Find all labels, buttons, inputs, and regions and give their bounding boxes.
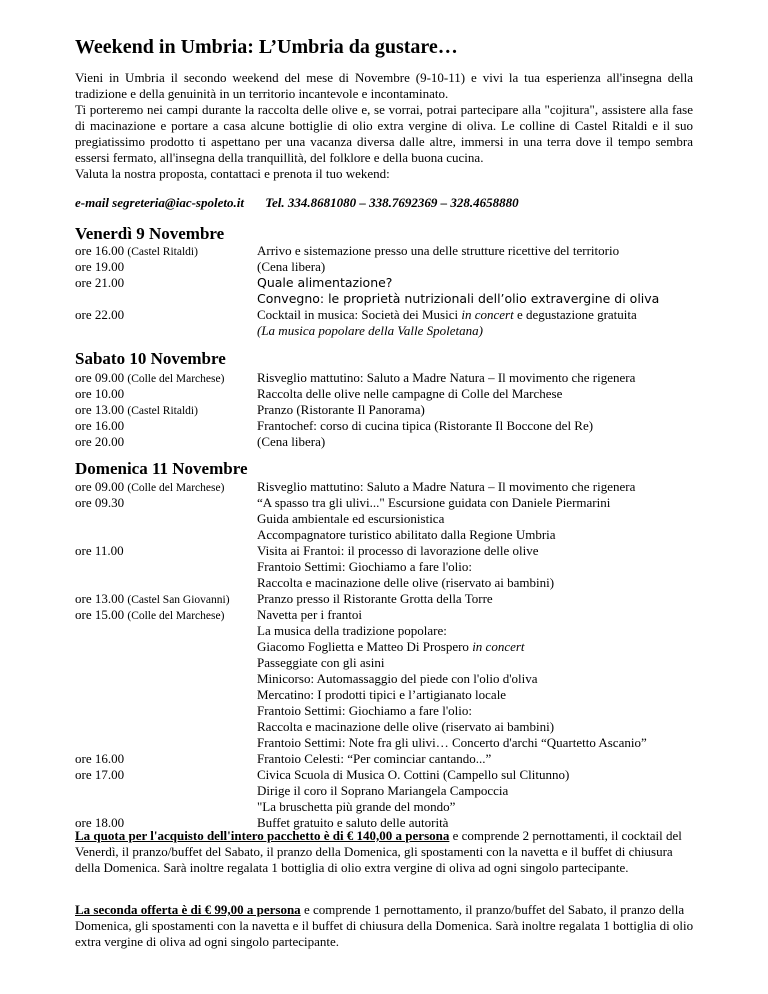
contact-phone: Tel. 334.8681080 – 338.7692369 – 328.4658880 <box>265 195 519 210</box>
time: ore 13.00 <box>75 402 125 417</box>
event: "La bruschetta più grande del mondo” <box>257 799 456 814</box>
price-note-second <box>75 902 695 950</box>
time: ore 15.00 <box>75 607 125 622</box>
event: (Cena libera) <box>257 259 326 274</box>
event-part: Giacomo Foglietta e Matteo Di Prospero <box>257 639 473 654</box>
time: ore 16.00 <box>75 751 125 766</box>
price-note-full <box>75 828 695 876</box>
event: “A spasso tra gli ulivi..." Escursione guidata con Daniele Piermarini <box>257 495 611 510</box>
time-place: (Castel San Giovanni) <box>127 594 230 606</box>
day1-heading: Venerdì 9 Novembre <box>75 224 225 243</box>
event: Frantoio Celesti: “Per cominciar cantando...” <box>257 751 492 766</box>
time: ore 22.00 <box>75 307 125 322</box>
event: Pranzo presso il Ristorante Grotta della Torre <box>257 591 493 606</box>
event-part: e degustazione gratuita <box>513 307 637 322</box>
event: Risveglio mattutino: Saluto a Madre Natura – Il movimento che rigenera <box>257 479 636 494</box>
event: (Cena libera) <box>257 434 326 449</box>
time: ore 20.00 <box>75 434 125 449</box>
time-place: (Castel Ritaldi) <box>127 246 198 258</box>
event <box>257 307 637 323</box>
contact-email[interactable]: e-mail segreteria@iac-spoleto.it <box>75 195 244 210</box>
time-place: (Colle del Marchese) <box>127 373 225 385</box>
time-place: (Colle del Marchese) <box>127 482 225 494</box>
time: ore 09.00 <box>75 370 125 385</box>
intro-paragraph-2: Ti porteremo nei campi durante la raccolta delle olive e, se vorrai, potrai partecipare alla "cojitura", assistere alla fase di macinazione e portare a casa alcune bottiglie di olio extra vergine di oliva. Le colline di Castel Ritaldi e il suo pregiatissimo prodotto ti aspettano per una vacanza diversa dalle altre, immersi in una terra dove il tempo sembra essersi fermato, all'insegna della tranquillità, del folklore e della buona cucina. <box>75 102 693 165</box>
time-place: (Castel Ritaldi) <box>127 405 198 417</box>
event: Frantoio Settimi: Giochiamo a fare l'olio: <box>257 559 472 574</box>
time: ore 09.30 <box>75 495 125 510</box>
price-details: e comprende 1 pernottamento, il pranzo/buffet del Sabato, il pranzo della Domenica, gli spostamenti con la navetta e il buffet di chiusura della Domenica. Sarà inoltre regalata 1 bottiglia di olio extra vergine di oliva ad ogni singolo partecipante. <box>75 902 694 949</box>
day3-heading: Domenica 11 Novembre <box>75 459 248 478</box>
day2-heading: Sabato 10 Novembre <box>75 349 226 368</box>
time: ore 09.00 <box>75 479 125 494</box>
event-part: Cocktail in musica: Società dei Musici <box>257 307 462 322</box>
event: Frantoio Settimi: Giochiamo a fare l'olio: <box>257 703 472 718</box>
price-highlight: La seconda offerta è di € 99,00 a persona <box>75 902 301 917</box>
event: Buffet gratuito e saluto delle autorità <box>257 815 449 830</box>
intro-paragraph-1: Vieni in Umbria il secondo weekend del mese di Novembre (9-10-11) e vivi la tua esperienza all'insegna della tradizione e della genuinità in un territorio incantevole e incontaminato. <box>75 70 693 101</box>
time: ore 16.00 <box>75 243 125 258</box>
event: Dirige il coro il Soprano Mariangela Campoccia <box>257 783 509 798</box>
event: Raccolta delle olive nelle campagne di Colle del Marchese <box>257 386 563 401</box>
time: ore 13.00 <box>75 591 125 606</box>
time: ore 21.00 <box>75 275 125 290</box>
event: Frantoio Settimi: Note fra gli ulivi… Concerto d'archi “Quartetto Ascanio” <box>257 735 647 750</box>
event: Accompagnatore turistico abilitato dalla Regione Umbria <box>257 527 556 542</box>
intro-paragraph-3: Valuta la nostra proposta, contattaci e prenota il tuo wekend: <box>75 166 390 181</box>
event: Civica Scuola di Musica O. Cottini (Campello sul Clitunno) <box>257 767 570 782</box>
time: ore 17.00 <box>75 767 125 782</box>
event <box>257 639 525 655</box>
event: Visita ai Frantoi: il processo di lavorazione delle olive <box>257 543 539 558</box>
time: ore 10.00 <box>75 386 125 401</box>
event: Risveglio mattutino: Saluto a Madre Natura – Il movimento che rigenera <box>257 370 636 385</box>
time-place: (Colle del Marchese) <box>127 610 225 622</box>
time: ore 19.00 <box>75 259 125 274</box>
event-part: in concert <box>461 307 514 322</box>
event: Navetta per i frantoi <box>257 607 363 622</box>
event: Mercatino: I prodotti tipici e l’artigianato locale <box>257 687 507 702</box>
page-title: Weekend in Umbria: L’Umbria da gustare… <box>75 36 458 58</box>
event: Arrivo e sistemazione presso una delle strutture ricettive del territorio <box>257 243 620 258</box>
event: Minicorso: Automassaggio del piede con l'olio d'oliva <box>257 671 538 686</box>
event: (La musica popolare della Valle Spoletana) <box>257 323 483 338</box>
event: Raccolta e macinazione delle olive (riservato ai bambini) <box>257 719 555 734</box>
event: Quale alimentazione? <box>257 275 393 290</box>
event: Pranzo (Ristorante Il Panorama) <box>257 402 425 417</box>
event: Passeggiate con gli asini <box>257 655 385 670</box>
event-part: in concert <box>472 639 525 654</box>
intro-text <box>75 70 693 182</box>
event: Convegno: le proprietà nutrizionali dell’olio extravergine di oliva <box>257 291 660 306</box>
event: Guida ambientale ed escursionistica <box>257 511 445 526</box>
price-details: e comprende 2 pernottamenti, il cocktail del Venerdì, il pranzo/buffet del Sabato, il pranzo della Domenica, gli spostamenti con la navetta e il buffet di chiusura della Domenica. Sarà inoltre regalata 1 bottiglia di olio extra vergine di oliva ad ogni singolo partecipante. <box>75 828 682 875</box>
time: ore 11.00 <box>75 543 124 558</box>
event: La musica della tradizione popolare: <box>257 623 447 638</box>
event: Frantochef: corso di cucina tipica (Ristorante Il Boccone del Re) <box>257 418 594 433</box>
time: ore 16.00 <box>75 418 125 433</box>
contact-line <box>75 195 519 211</box>
event: Raccolta e macinazione delle olive (riservato ai bambini) <box>257 575 555 590</box>
price-highlight: La quota per l'acquisto dell'intero pacchetto è di € 140,00 a persona <box>75 828 450 843</box>
time: ore 18.00 <box>75 815 125 830</box>
